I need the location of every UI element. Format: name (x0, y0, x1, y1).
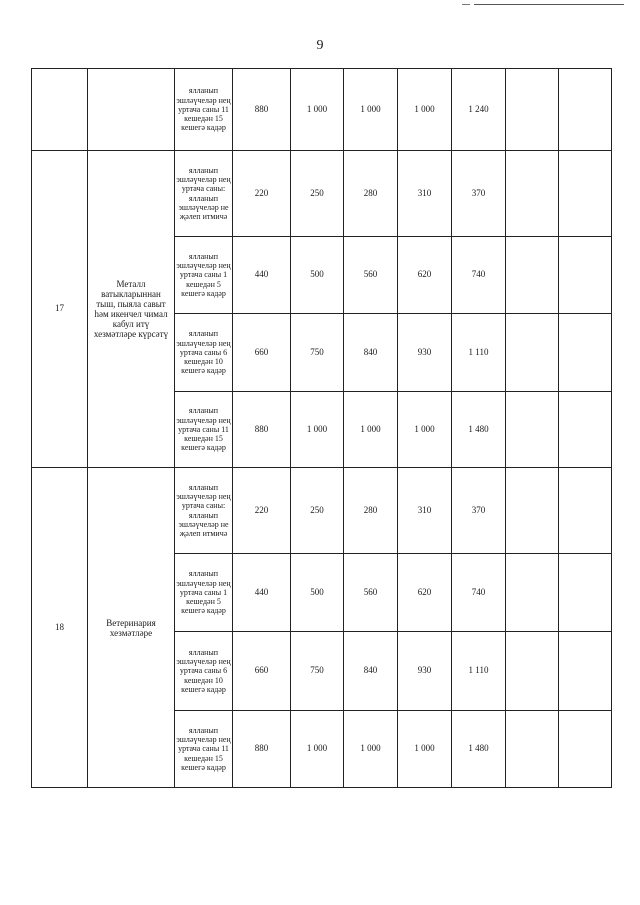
value-cell: 750 (291, 314, 344, 392)
value-cell: 1 000 (344, 69, 398, 151)
table-row (32, 69, 612, 151)
service-name-cell (88, 69, 175, 151)
table-row (32, 468, 612, 554)
value-cell: 1 110 (452, 314, 506, 392)
employee-count-cell: ялланып эшләүчеләр нең уртача саны 1 кешедән 5 кешегә кадәр (175, 237, 233, 314)
employee-count-cell: ялланып эшләүчеләр нең уртача саны: ялланып эшләүчеләр не җәлеп итмичә (175, 151, 233, 237)
value-cell: 250 (291, 151, 344, 237)
value-cell: 560 (344, 237, 398, 314)
value-cell: 1 000 (398, 392, 452, 468)
value-cell: 220 (233, 468, 291, 554)
value-cell: 310 (398, 468, 452, 554)
value-cell: 740 (452, 554, 506, 632)
value-cell: 440 (233, 554, 291, 632)
employee-count-cell: ялланып эшләүчеләр нең уртача саны: ялланып эшләүчеләр не җәлеп итмичә (175, 468, 233, 554)
value-cell: 1 000 (398, 711, 452, 788)
employee-count-cell: ялланып эшләүчеләр нең уртача саны 1 кешедән 5 кешегә кадәр (175, 554, 233, 632)
value-cell: 660 (233, 632, 291, 711)
value-cell: 370 (452, 151, 506, 237)
value-cell: 220 (233, 151, 291, 237)
value-cell: 310 (398, 151, 452, 237)
empty-cell (559, 314, 612, 392)
empty-cell (506, 237, 559, 314)
empty-cell (506, 69, 559, 151)
value-cell: 1 000 (344, 392, 398, 468)
value-cell: 440 (233, 237, 291, 314)
value-cell: 1 000 (344, 711, 398, 788)
value-cell: 370 (452, 468, 506, 554)
value-cell: 750 (291, 632, 344, 711)
empty-cell (506, 468, 559, 554)
value-cell: 1 000 (291, 392, 344, 468)
value-cell: 560 (344, 554, 398, 632)
empty-cell (559, 468, 612, 554)
header-rule (474, 4, 624, 5)
value-cell: 1 000 (398, 69, 452, 151)
value-cell: 1 000 (291, 69, 344, 151)
value-cell: 880 (233, 69, 291, 151)
value-cell: 620 (398, 237, 452, 314)
empty-cell (559, 151, 612, 237)
table-row (32, 151, 612, 237)
value-cell: 930 (398, 632, 452, 711)
value-cell: 840 (344, 632, 398, 711)
value-cell: 930 (398, 314, 452, 392)
table-body (32, 69, 612, 788)
employee-count-cell: ялланып эшләүчеләр нең уртача саны 11 кешедән 15 кешегә кадәр (175, 69, 233, 151)
value-cell: 250 (291, 468, 344, 554)
header-rule-short (462, 4, 470, 5)
value-cell: 500 (291, 554, 344, 632)
employee-count-cell: ялланып эшләүчеләр нең уртача саны 6 кешедән 10 кешегә кадәр (175, 632, 233, 711)
row-index-cell: 18 (32, 468, 88, 788)
empty-cell (506, 151, 559, 237)
page-number: 9 (316, 38, 324, 53)
employee-count-cell: ялланып эшләүчеләр нең уртача саны 11 кешедән 15 кешегә кадәр (175, 711, 233, 788)
empty-cell (506, 632, 559, 711)
empty-cell (559, 554, 612, 632)
value-cell: 280 (344, 151, 398, 237)
value-cell: 1 110 (452, 632, 506, 711)
value-cell: 740 (452, 237, 506, 314)
value-cell: 500 (291, 237, 344, 314)
row-index-cell: 17 (32, 151, 88, 468)
row-index-cell (32, 69, 88, 151)
empty-cell (559, 711, 612, 788)
value-cell: 620 (398, 554, 452, 632)
empty-cell (506, 314, 559, 392)
tariff-table (31, 68, 612, 788)
value-cell: 880 (233, 711, 291, 788)
service-name-cell: Ветеринария хезмәтләре (88, 468, 175, 788)
value-cell: 1 000 (291, 711, 344, 788)
empty-cell (506, 711, 559, 788)
empty-cell (559, 392, 612, 468)
employee-count-cell: ялланып эшләүчеләр нең уртача саны 6 кешедән 10 кешегә кадәр (175, 314, 233, 392)
empty-cell (559, 237, 612, 314)
value-cell: 280 (344, 468, 398, 554)
value-cell: 840 (344, 314, 398, 392)
value-cell: 660 (233, 314, 291, 392)
employee-count-cell: ялланып эшләүчеләр нең уртача саны 11 кешедән 15 кешегә кадәр (175, 392, 233, 468)
empty-cell (506, 554, 559, 632)
value-cell: 880 (233, 392, 291, 468)
empty-cell (559, 632, 612, 711)
value-cell: 1 240 (452, 69, 506, 151)
empty-cell (559, 69, 612, 151)
value-cell: 1 480 (452, 392, 506, 468)
empty-cell (506, 392, 559, 468)
service-name-cell: Металл ватыкларыннан тыш, пыяла савыт һәм икенчел чимал кабул итү хезмәтләре күрсәтү (88, 151, 175, 468)
value-cell: 1 480 (452, 711, 506, 788)
